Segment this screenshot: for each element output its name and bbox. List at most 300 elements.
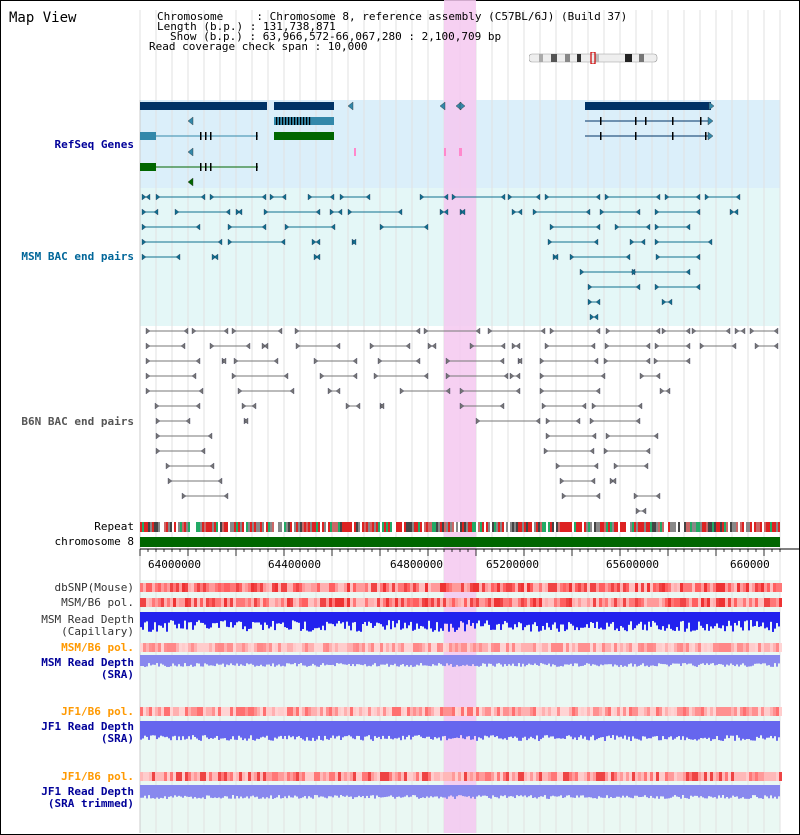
dbsnp-cell [710, 583, 713, 592]
repeat-segment [450, 522, 452, 532]
jf1-depth-trimmed-bar [418, 785, 420, 799]
msm-depth-sra-bar [436, 655, 438, 666]
repeat-segment [426, 522, 428, 532]
jf1-b6-pol-cell [701, 707, 704, 716]
b6n-bac-end-arrow [201, 448, 205, 454]
msm-depth-capillary-bar [424, 612, 426, 629]
msm-b6-pol-cell [572, 598, 575, 607]
msm-b6-pol-cell [767, 598, 770, 607]
msm-b6-pol-cell [458, 598, 461, 607]
jf1-b6-pol-trimmed-cell [665, 772, 668, 781]
msm-b6-pol-cell [602, 598, 605, 607]
jf1-b6-pol-trimmed-cell [497, 772, 500, 781]
jf1-depth-sra-bar [290, 721, 292, 737]
repeat-segment [658, 522, 660, 532]
msm-depth-sra-bar [668, 655, 670, 666]
jf1-depth-trimmed-bar [518, 785, 520, 796]
msm-b6-pol-cell [569, 598, 572, 607]
msm-depth-capillary-bar [182, 612, 184, 629]
repeat-segment [422, 522, 424, 532]
dbsnp-cell [152, 583, 155, 592]
repeat-segment [758, 522, 760, 532]
msm-b6-pol-cell [476, 598, 479, 607]
msm-b6-pol-cell [206, 598, 209, 607]
msm-depth-sra-bar [346, 655, 348, 665]
msm-b6-pol-sra-cell [215, 643, 218, 652]
dbsnp-cell [158, 583, 161, 592]
msm-depth-sra-bar [708, 655, 710, 665]
msm-depth-capillary-bar [748, 612, 750, 630]
jf1-b6-pol-trimmed-cell [371, 772, 374, 781]
msm-depth-sra-bar [340, 655, 342, 663]
msm-b6-pol-cell [335, 598, 338, 607]
jf1-b6-pol-trimmed-cell [488, 772, 491, 781]
b6n-bac-end-arrow [606, 328, 610, 334]
jf1-depth-sra-bar [280, 721, 282, 736]
jf1-depth-sra-bar [544, 721, 546, 735]
jf1-b6-pol-trimmed-cell [329, 772, 332, 781]
jf1-b6-pol-trimmed-cell [386, 772, 389, 781]
b6n-bac-end-arrow [476, 418, 480, 424]
msm-depth-sra-bar [622, 655, 624, 667]
dbsnp-cell [191, 583, 194, 592]
msm-b6-pol-cell [521, 598, 524, 607]
msm-depth-sra-bar [580, 655, 582, 666]
msm-depth-capillary-bar [362, 612, 364, 624]
msm-b6-pol-sra-cell [230, 643, 233, 652]
msm-b6-pol-sra-cell [551, 643, 554, 652]
jf1-depth-trimmed-bar [306, 785, 308, 799]
msm-b6-pol-sra-cell [353, 643, 356, 652]
msm-b6-pol-sra-cell [368, 643, 371, 652]
jf1-depth-trimmed-bar [688, 785, 690, 799]
msm-depth-sra-bar [430, 655, 432, 666]
msm-depth-capillary-bar [538, 612, 540, 632]
repeat-segment [454, 522, 456, 532]
b6n-bac-end-arrow [774, 328, 778, 334]
msm-b6-pol-cell [773, 598, 776, 607]
repeat-segment [722, 522, 724, 532]
msm-b6-pol-sra-cell [482, 643, 485, 652]
dbsnp-cell [314, 583, 317, 592]
msm-depth-sra-bar [560, 655, 562, 666]
repeat-segment [262, 522, 264, 532]
jf1-b6-pol-trimmed-cell [200, 772, 203, 781]
jf1-b6-pol-cell [329, 707, 332, 716]
b6n-bac-end-arrow [196, 403, 200, 409]
repeat-segment [332, 522, 334, 532]
repeat-segment [610, 522, 612, 532]
msm-b6-pol-cell [443, 598, 446, 607]
b6n-bac-end-arrow [336, 388, 340, 394]
repeat-segment [628, 522, 630, 532]
jf1-depth-trimmed-bar [330, 785, 332, 796]
b6n-bac-end-arrow [732, 343, 736, 349]
jf1-depth-sra-bar [284, 721, 286, 736]
jf1-depth-sra-bar [648, 721, 650, 738]
jf1-depth-sra-bar [350, 721, 352, 736]
dbsnp-cell [563, 583, 566, 592]
msm-depth-capillary-bar [156, 612, 158, 632]
msm-depth-capillary-bar [414, 612, 416, 630]
refseq-exon [210, 163, 212, 171]
msm-b6-pol-sra-cell [515, 643, 518, 652]
msm-depth-sra-bar [706, 655, 708, 663]
msm-depth-sra-bar [710, 655, 712, 664]
jf1-b6-pol-trimmed-cell [380, 772, 383, 781]
msm-depth-sra-bar [156, 655, 158, 663]
dbsnp-cell [284, 583, 287, 592]
jf1-b6-pol-trimmed-cell [572, 772, 575, 781]
jf1-b6-pol-cell [731, 707, 734, 716]
jf1-depth-sra-bar [304, 721, 306, 741]
jf1-b6-pol-cell [455, 707, 458, 716]
jf1-depth-sra-bar [540, 721, 542, 739]
jf1-depth-trimmed-bar [658, 785, 660, 799]
jf1-b6-pol-cell [185, 707, 188, 716]
repeat-segment [432, 522, 434, 532]
jf1-b6-pol-trimmed-cell [278, 772, 281, 781]
msm-depth-sra-bar [584, 655, 586, 665]
jf1-depth-trimmed-bar [170, 785, 172, 796]
msm-b6-pol-cell [323, 598, 326, 607]
repeat-segment [742, 522, 744, 532]
msm-b6-pol-sra-cell [194, 643, 197, 652]
jf1-b6-pol-cell [161, 707, 164, 716]
msm-depth-capillary-bar [702, 612, 704, 628]
dbsnp-cell [368, 583, 371, 592]
msm-b6-pol-sra-cell [206, 643, 209, 652]
dbsnp-cell [761, 583, 764, 592]
jf1-depth-trimmed-bar [278, 785, 280, 795]
repeat-segment [654, 522, 656, 532]
msm-b6-pol-cell [575, 598, 578, 607]
jf1-depth-trimmed-bar [438, 785, 440, 798]
repeat-segment [146, 522, 148, 532]
msm-b6-pol-cell [707, 598, 710, 607]
b6n-bac-end-arrow [556, 463, 560, 469]
msm-depth-capillary-bar [454, 612, 456, 632]
jf1-b6-pol-trimmed-cell [620, 772, 623, 781]
msm-depth-sra-bar [516, 655, 518, 666]
repeat-segment [196, 522, 198, 532]
msm-b6-pol-cell [728, 598, 731, 607]
jf1-b6-pol-cell [674, 707, 677, 716]
jf1-b6-pol-cell [437, 707, 440, 716]
b6n-bac-end-arrow [428, 343, 432, 349]
msm-b6-pol-cell [623, 598, 626, 607]
msm-depth-sra-bar [416, 655, 418, 665]
jf1-depth-sra-bar [314, 721, 316, 741]
track-label-refseq[interactable]: RefSeq Genes [54, 138, 134, 151]
msm-b6-pol-sra-cell [185, 643, 188, 652]
jf1-depth-trimmed-bar [360, 785, 362, 797]
msm-depth-sra-bar [496, 655, 498, 664]
jf1-b6-pol-trimmed-cell [629, 772, 632, 781]
axis-tick-label: 64400000 [268, 558, 321, 571]
dbsnp-cell [704, 583, 707, 592]
msm-depth-sra-bar [242, 655, 244, 665]
jf1-b6-pol-cell [158, 707, 161, 716]
refseq-exon [210, 132, 212, 140]
msm-depth-capillary-bar [600, 612, 602, 628]
msm-depth-capillary-bar [186, 612, 188, 629]
msm-depth-sra-bar [632, 655, 634, 667]
jf1-depth-trimmed-bar [336, 785, 338, 796]
repeat-segment [622, 522, 624, 532]
jf1-b6-pol-cell [266, 707, 269, 716]
msm-b6-pol-cell [542, 598, 545, 607]
msm-depth-sra-bar [302, 655, 304, 665]
jf1-depth-trimmed-bar [202, 785, 204, 797]
jf1-depth-sra-bar [418, 721, 420, 735]
msm-b6-pol-cell [428, 598, 431, 607]
jf1-b6-pol-cell [776, 707, 779, 716]
jf1-depth-sra-bar [236, 721, 238, 740]
dbsnp-cell [455, 583, 458, 592]
msm-depth-sra-bar [484, 655, 486, 664]
jf1-depth-trimmed-bar [162, 785, 164, 798]
jf1-b6-pol-cell [473, 707, 476, 716]
msm-depth-sra-bar [186, 655, 188, 666]
msm-b6-pol-sra-cell [491, 643, 494, 652]
msm-b6-pol-sra-cell [386, 643, 389, 652]
jf1-depth-sra-bar [344, 721, 346, 736]
chromosome-ideogram[interactable] [529, 52, 659, 64]
msm-depth-capillary-bar [592, 612, 594, 623]
msm-depth-sra-bar [256, 655, 258, 666]
jf1-b6-pol-trimmed-cell [425, 772, 428, 781]
jf1-depth-sra-bar [266, 721, 268, 736]
jf1-depth-trimmed-bar [580, 785, 582, 796]
jf1-b6-pol-trimmed-cell [440, 772, 443, 781]
jf1-b6-pol-cell [587, 707, 590, 716]
msm-depth-sra-bar [538, 655, 540, 666]
repeat-segment [732, 522, 734, 532]
jf1-b6-pol-cell [590, 707, 593, 716]
jf1-b6-pol-cell [317, 707, 320, 716]
msm-b6-pol-sra-cell [569, 643, 572, 652]
msm-b6-pol-cell [629, 598, 632, 607]
b6n-bac-end-arrow [320, 373, 324, 379]
repeat-segment [674, 522, 676, 532]
repeat-segment [228, 522, 230, 532]
jf1-depth-sra-bar [710, 721, 712, 741]
jf1-depth-sra-bar [208, 721, 210, 739]
jf1-depth-sra-bar [410, 721, 412, 740]
msm-depth-capillary-bar [146, 612, 148, 621]
dbsnp-cell [377, 583, 380, 592]
jf1-b6-pol-trimmed-cell [221, 772, 224, 781]
dbsnp-cell [422, 583, 425, 592]
msm-b6-pol-sra-cell [650, 643, 653, 652]
msm-depth-sra-bar [352, 655, 354, 664]
jf1-b6-pol-trimmed-cell [239, 772, 242, 781]
dbsnp-cell [371, 583, 374, 592]
jf1-depth-sra-bar [324, 721, 326, 736]
jf1-b6-pol-trimmed-cell [179, 772, 182, 781]
dbsnp-cell [503, 583, 506, 592]
dbsnp-cell [383, 583, 386, 592]
jf1-depth-sra-bar [168, 721, 170, 738]
jf1-b6-pol-trimmed-cell [521, 772, 524, 781]
refseq-exon [200, 132, 202, 140]
msm-depth-capillary-bar [608, 612, 610, 627]
jf1-b6-pol-trimmed-cell [389, 772, 392, 781]
repeat-segment [536, 522, 538, 532]
msm-b6-pol-sra-cell [563, 643, 566, 652]
track-label-msm-bac[interactable]: MSM BAC end pairs [21, 250, 134, 263]
repeat-segment [514, 522, 516, 532]
jf1-b6-pol-trimmed-cell [680, 772, 683, 781]
jf1-b6-pol-cell [533, 707, 536, 716]
repeat-segment [662, 522, 664, 532]
repeat-segment [464, 522, 466, 532]
msm-b6-pol-sra-cell [578, 643, 581, 652]
jf1-depth-sra-bar [182, 721, 184, 736]
repeat-segment [174, 522, 176, 532]
msm-depth-sra-bar [602, 655, 604, 665]
repeat-segment [718, 522, 720, 532]
jf1-depth-sra-bar [608, 721, 610, 736]
msm-depth-sra-bar [542, 655, 544, 664]
msm-depth-capillary-bar [510, 612, 512, 628]
msm-b6-pol-sra-cell [296, 643, 299, 652]
repeat-segment [520, 522, 522, 532]
dbsnp-cell [254, 583, 257, 592]
jf1-depth-trimmed-bar [228, 785, 230, 799]
msm-depth-capillary-bar [384, 612, 386, 630]
jf1-depth-sra-bar [630, 721, 632, 741]
jf1-depth-trimmed-bar [724, 785, 726, 798]
jf1-depth-sra-bar [286, 721, 288, 739]
jf1-depth-trimmed-bar [234, 785, 236, 799]
repeat-segment [672, 522, 674, 532]
msm-b6-pol-cell [281, 598, 284, 607]
jf1-depth-sra-bar [254, 721, 256, 741]
jf1-depth-trimmed-bar [394, 785, 396, 799]
refseq-gene-block [274, 102, 334, 110]
jf1-b6-pol-trimmed-cell [203, 772, 206, 781]
msm-b6-pol-cell [185, 598, 188, 607]
msm-b6-pol-sra-cell [371, 643, 374, 652]
dbsnp-cell [413, 583, 416, 592]
msm-depth-sra-bar [776, 655, 778, 667]
msm-b6-pol-cell [362, 598, 365, 607]
jf1-depth-sra-bar [282, 721, 284, 739]
b6n-bac-end-arrow [545, 343, 549, 349]
dbsnp-cell [275, 583, 278, 592]
track-label-b6n-bac[interactable]: B6N BAC end pairs [21, 415, 134, 428]
msm-depth-sra-bar [714, 655, 716, 665]
jf1-depth-trimmed-bar [654, 785, 656, 798]
jf1-b6-pol-trimmed-cell [398, 772, 401, 781]
jf1-depth-trimmed-bar [574, 785, 576, 798]
jf1-b6-pol-cell [224, 707, 227, 716]
msm-depth-capillary-bar [722, 612, 724, 625]
jf1-depth-trimmed-bar [266, 785, 268, 797]
jf1-b6-pol-cell [143, 707, 146, 716]
repeat-segment [318, 522, 320, 532]
b6n-bac-end-arrow [604, 358, 608, 364]
msm-b6-pol-sra-cell [776, 643, 779, 652]
jf1-depth-sra-bar [476, 721, 478, 741]
jf1-b6-pol-trimmed-cell [353, 772, 356, 781]
msm-depth-capillary-bar [738, 612, 740, 621]
b6n-bac-end-arrow [406, 343, 410, 349]
jf1-depth-sra-bar [700, 721, 702, 738]
msm-depth-capillary-bar [372, 612, 374, 628]
msm-b6-pol-cell [386, 598, 389, 607]
jf1-depth-sra-bar [360, 721, 362, 740]
jf1-depth-trimmed-bar [638, 785, 640, 797]
jf1-b6-pol-cell [152, 707, 155, 716]
msm-depth-sra-bar [544, 655, 546, 664]
jf1-b6-pol-trimmed-cell [209, 772, 212, 781]
coverage-span-info: Read coverage check span : 10,000 [149, 40, 368, 53]
msm-b6-pol-sra-cell [287, 643, 290, 652]
refseq-exon [288, 117, 289, 125]
msm-b6-pol-cell [299, 598, 302, 607]
jf1-b6-pol-cell [491, 707, 494, 716]
jf1-depth-trimmed-bar [242, 785, 244, 798]
dbsnp-cell [779, 583, 782, 592]
dbsnp-cell [164, 583, 167, 592]
jf1-depth-trimmed-bar [528, 785, 530, 796]
jf1-b6-pol-cell [704, 707, 707, 716]
jf1-depth-sra-bar [230, 721, 232, 739]
msm-depth-capillary-bar [572, 612, 574, 626]
jf1-depth-sra-bar [464, 721, 466, 739]
jf1-depth-trimmed-bar [258, 785, 260, 799]
jf1-depth-sra-bar [322, 721, 324, 741]
b6n-bac-end-arrow [432, 343, 436, 349]
msm-depth-capillary-bar [636, 612, 638, 625]
jf1-depth-sra-bar [742, 721, 744, 739]
repeat-segment [320, 522, 322, 532]
msm-b6-pol-sra-cell [233, 643, 236, 652]
msm-depth-capillary-bar [296, 612, 298, 622]
jf1-b6-pol-trimmed-cell [707, 772, 710, 781]
jf1-b6-pol-trimmed-cell [632, 772, 635, 781]
msm-depth-sra-bar [388, 655, 390, 667]
jf1-b6-pol-trimmed-cell [524, 772, 527, 781]
msm-b6-pol-cell [770, 598, 773, 607]
jf1-depth-trimmed-bar [380, 785, 382, 797]
repeat-segment [762, 522, 764, 532]
jf1-depth-trimmed-bar [410, 785, 412, 797]
msm-depth-sra-bar [300, 655, 302, 663]
b6n-bac-end-arrow [540, 358, 544, 364]
msm-depth-sra-bar [356, 655, 358, 664]
msm-b6-pol-sra-cell [494, 643, 497, 652]
repeat-segment [524, 522, 526, 532]
msm-b6-pol-sra-cell [761, 643, 764, 652]
jf1-depth-sra-bar [364, 721, 366, 737]
msm-depth-capillary-bar [666, 612, 668, 628]
msm-depth-sra-bar [412, 655, 414, 667]
jf1-depth-sra-bar [300, 721, 302, 738]
msm-b6-pol-cell [698, 598, 701, 607]
jf1-depth-sra-bar [374, 721, 376, 736]
jf1-b6-pol-trimmed-cell [593, 772, 596, 781]
msm-b6-pol-cell [680, 598, 683, 607]
jf1-b6-pol-trimmed-cell [245, 772, 248, 781]
jf1-b6-pol-trimmed-cell [698, 772, 701, 781]
msm-b6-pol-cell [188, 598, 191, 607]
jf1-depth-trimmed-bar [274, 785, 276, 798]
msm-depth-capillary-bar [228, 612, 230, 627]
